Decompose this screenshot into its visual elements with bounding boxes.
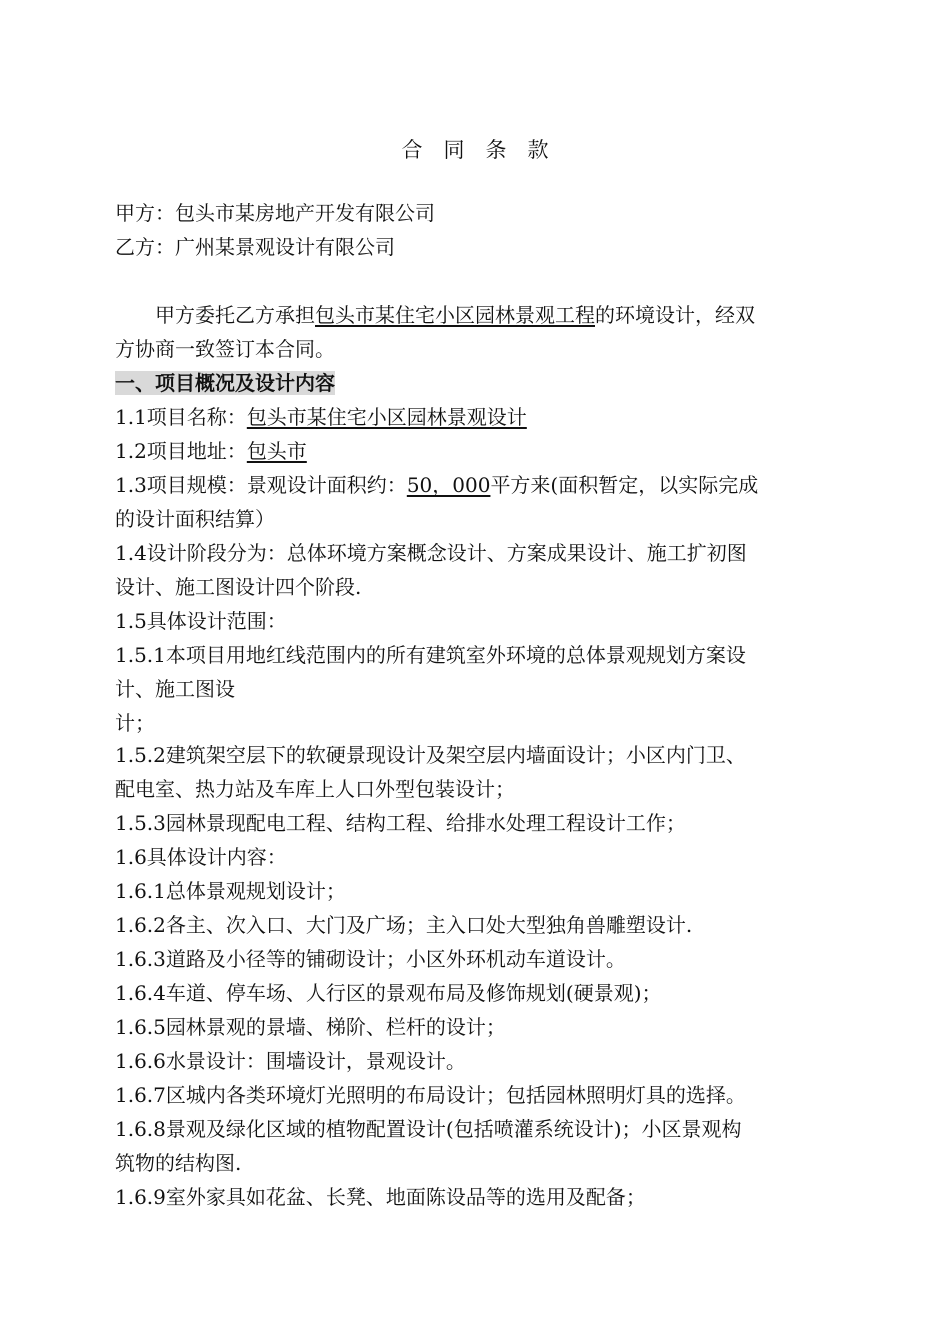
- item-1-1-label: 1.1项目名称：: [115, 405, 247, 429]
- item-1-5-2-line1: 1.5.2建筑架空层下的软硬景现设计及架空层内墙面设计；小区内门卫、: [115, 743, 746, 767]
- section1-heading: 一、项目概况及设计内容: [115, 371, 335, 395]
- item-1-5-1-line2: 计、施工图设: [115, 677, 235, 701]
- party-b: 乙方：广州某景观设计有限公司: [115, 235, 395, 259]
- item-1-6-6: 1.6.6水景设计：围墙设计，景观设计。: [115, 1049, 466, 1073]
- item-1-3-line2: 的设计面积结算）: [115, 507, 275, 531]
- item-1-6-8-line1: 1.6.8景观及绿化区域的植物配置设计(包括喷灌系统设计)；小区景观构: [115, 1117, 742, 1141]
- intro-project-name: 包头市某住宅小区园林景观工程: [315, 303, 595, 327]
- item-1-6: 1.6具体设计内容：: [115, 845, 287, 869]
- item-1-4-line2: 设计、施工图设计四个阶段.: [115, 575, 362, 599]
- intro-paragraph-line1: [115, 300, 845, 330]
- item-1-4-line1: 1.4设计阶段分为：总体环境方案概念设计、方案成果设计、施工扩初图: [115, 541, 747, 565]
- item-1-6-5: 1.6.5园林景观的景墙、梯阶、栏杆的设计；: [115, 1015, 506, 1039]
- section1-heading-line: [115, 368, 845, 398]
- item-1-1-value: 包头市某住宅小区园林景观设计: [246, 405, 527, 429]
- item-1-6-3: 1.6.3道路及小径等的铺砌设计；小区外环机动车道设计。: [115, 947, 626, 971]
- item-1-6-2: 1.6.2各主、次入口、大门及广场；主入口处大型独角兽雕塑设计.: [115, 913, 693, 937]
- item-1-3-line1: [115, 470, 845, 500]
- item-1-2-label: 1.2项目地址：: [115, 439, 247, 463]
- item-1-6-1: 1.6.1总体景观规划设计；: [115, 879, 346, 903]
- intro-paragraph-line2: 方协商一致签订本合同。: [115, 337, 335, 361]
- item-1-5-2-line2: 配电室、热力站及车库上人口外型包装设计；: [115, 777, 515, 801]
- item-1-6-4: 1.6.4车道、停车场、人行区的景观布局及修饰规划(硬景观)；: [115, 981, 662, 1005]
- item-1-5-1-line3: 计；: [115, 711, 155, 735]
- document-title: 合 同 条 款: [401, 138, 549, 162]
- party-a: 甲方：包头市某房地产开发有限公司: [115, 201, 435, 225]
- item-1-6-9: 1.6.9室外家具如花盆、长凳、地面陈设品等的选用及配备；: [115, 1185, 646, 1209]
- item-1-3-suffix: 平方来(面积暂定，以实际完成: [490, 473, 759, 497]
- item-1-6-7: 1.6.7区城内各类环境灯光照明的布局设计；包括园林照明灯具的选择。: [115, 1083, 746, 1107]
- intro-suffix: 的环境设计，经双: [595, 303, 755, 327]
- item-1-5: 1.5具体设计范围：: [115, 609, 287, 633]
- intro-prefix: 甲方委托乙方承担: [115, 303, 315, 327]
- item-1-5-3: 1.5.3园林景现配电工程、结构工程、给排水处理工程设计工作；: [115, 811, 686, 835]
- item-1-3-label: 1.3项目规模：景观设计面积约：: [115, 473, 407, 497]
- item-1-1: [115, 402, 845, 432]
- item-1-5-1-line1: 1.5.1本项目用地红线范围内的所有建筑室外环境的总体景观规划方案设: [115, 643, 746, 667]
- item-1-2-value: 包头市: [246, 439, 307, 463]
- item-1-3-value: 50，000: [406, 473, 491, 497]
- item-1-2: [115, 436, 845, 466]
- item-1-6-8-line2: 筑物的结构图.: [115, 1151, 242, 1175]
